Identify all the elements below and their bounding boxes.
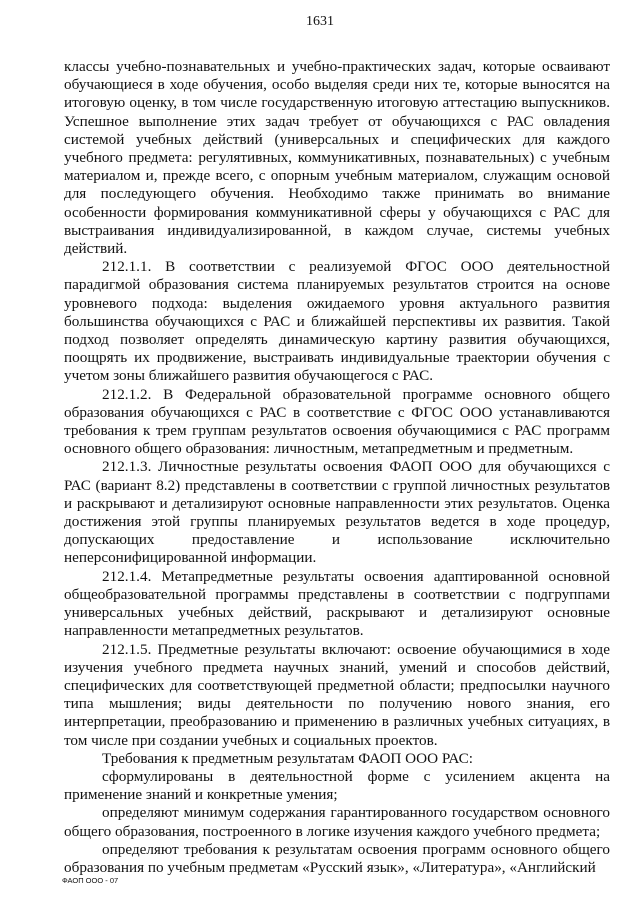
requirement-item-2: определяют минимум содержания гарантированного государством основного общего образования, построенного в логике изучения каждого учебного предмета; [64,804,610,840]
document-body [64,58,610,877]
document-footer-code: ФАОП ООО - 07 [62,876,119,885]
requirement-item-3: определяют требования к результатам освоения программ основного общего образования по учебным предметам «Русский язык», «Литература», «Английский [64,840,610,876]
paragraph-212-1-1: 212.1.1. В соответствии с реализуемой ФГОС ООО деятельностной парадигмой образования система планируемых результатов строится на основе уровневого подхода: выделения ожидаемого уровня актуального развития большинства обучающихся с РАС и ближайшей перспективы их развития. Такой подход позволяет определять динамическую картину развития обучающихся, поощрять их продвижение, выстраивать индивидуальные траектории обучения с учетом зоны ближайшего развития обучающегося с РАС. [64,258,610,385]
paragraph-212-1-2: 212.1.2. В Федеральной образовательной программе основного общего образования обучающихся с РАС в соответствие с ФГОС ООО устанавливаются требования к трем группам результатов освоения обучающимися с РАС программ основного общего образования: личностным, метапредметным и предметным. [64,385,610,458]
page-number: 1631 [306,14,334,29]
requirements-heading: Требования к предметным результатам ФАОП ООО РАС: [102,749,473,767]
requirement-item-1: сформулированы в деятельностной форме с усилением акцента на применение знаний и конкретные умения; [64,767,610,804]
paragraph-continuation: классы учебно-познавательных и учебно-практических задач, которые осваивают обучающиеся в ходе обучения, особо выделяя среди них те, которые выносятся на итоговую оценку, в том числе государственную итоговую аттестацию выпускников. Успешное выполнение этих задач требует от обучающихся с РАС овладения системой учебных действий (универсальных и специфических для каждого учебного предмета: регулятивных, коммуникативных, познавательных) с учебным материалом и, прежде всего, с опорным учебным материалом, служащим основой для последующего обучения. Необходимо также принимать во внимание особенности формирования коммуникативной сферы у обучающихся с РАС для выстраивания индивидуализированной, в каждом случае, системы учебных действий. [64,58,610,258]
paragraph-212-1-4: 212.1.4. Метапредметные результаты освоения адаптированной основной общеобразовательной программы представлены в соответствии с подгруппами универсальных учебных действий, раскрывают и детализируют основные направленности метапредметных результатов. [64,567,610,640]
paragraph-212-1-3: 212.1.3. Личностные результаты освоения ФАОП ООО для обучающихся с РАС (вариант 8.2) представлены в соответствии с группой личностных результатов и раскрывают и детализируют основные направленности этих результатов. Оценка достижения этой группы планируемых результатов ведется в ходе процедур, допускающих предоставление и использование исключительно неперсонифицированной информации. [64,458,610,567]
paragraph-212-1-5: 212.1.5. Предметные результаты включают: освоение обучающимися в ходе изучения учебного предмета научных знаний, умений и способов действий, специфических для соответствующей предметной области; предпосылки научного типа мышления; виды деятельности по получению нового знания, его интерпретации, преобразованию и применению в различных учебных ситуациях, в том числе при создании учебных и социальных проектов. [64,640,610,749]
